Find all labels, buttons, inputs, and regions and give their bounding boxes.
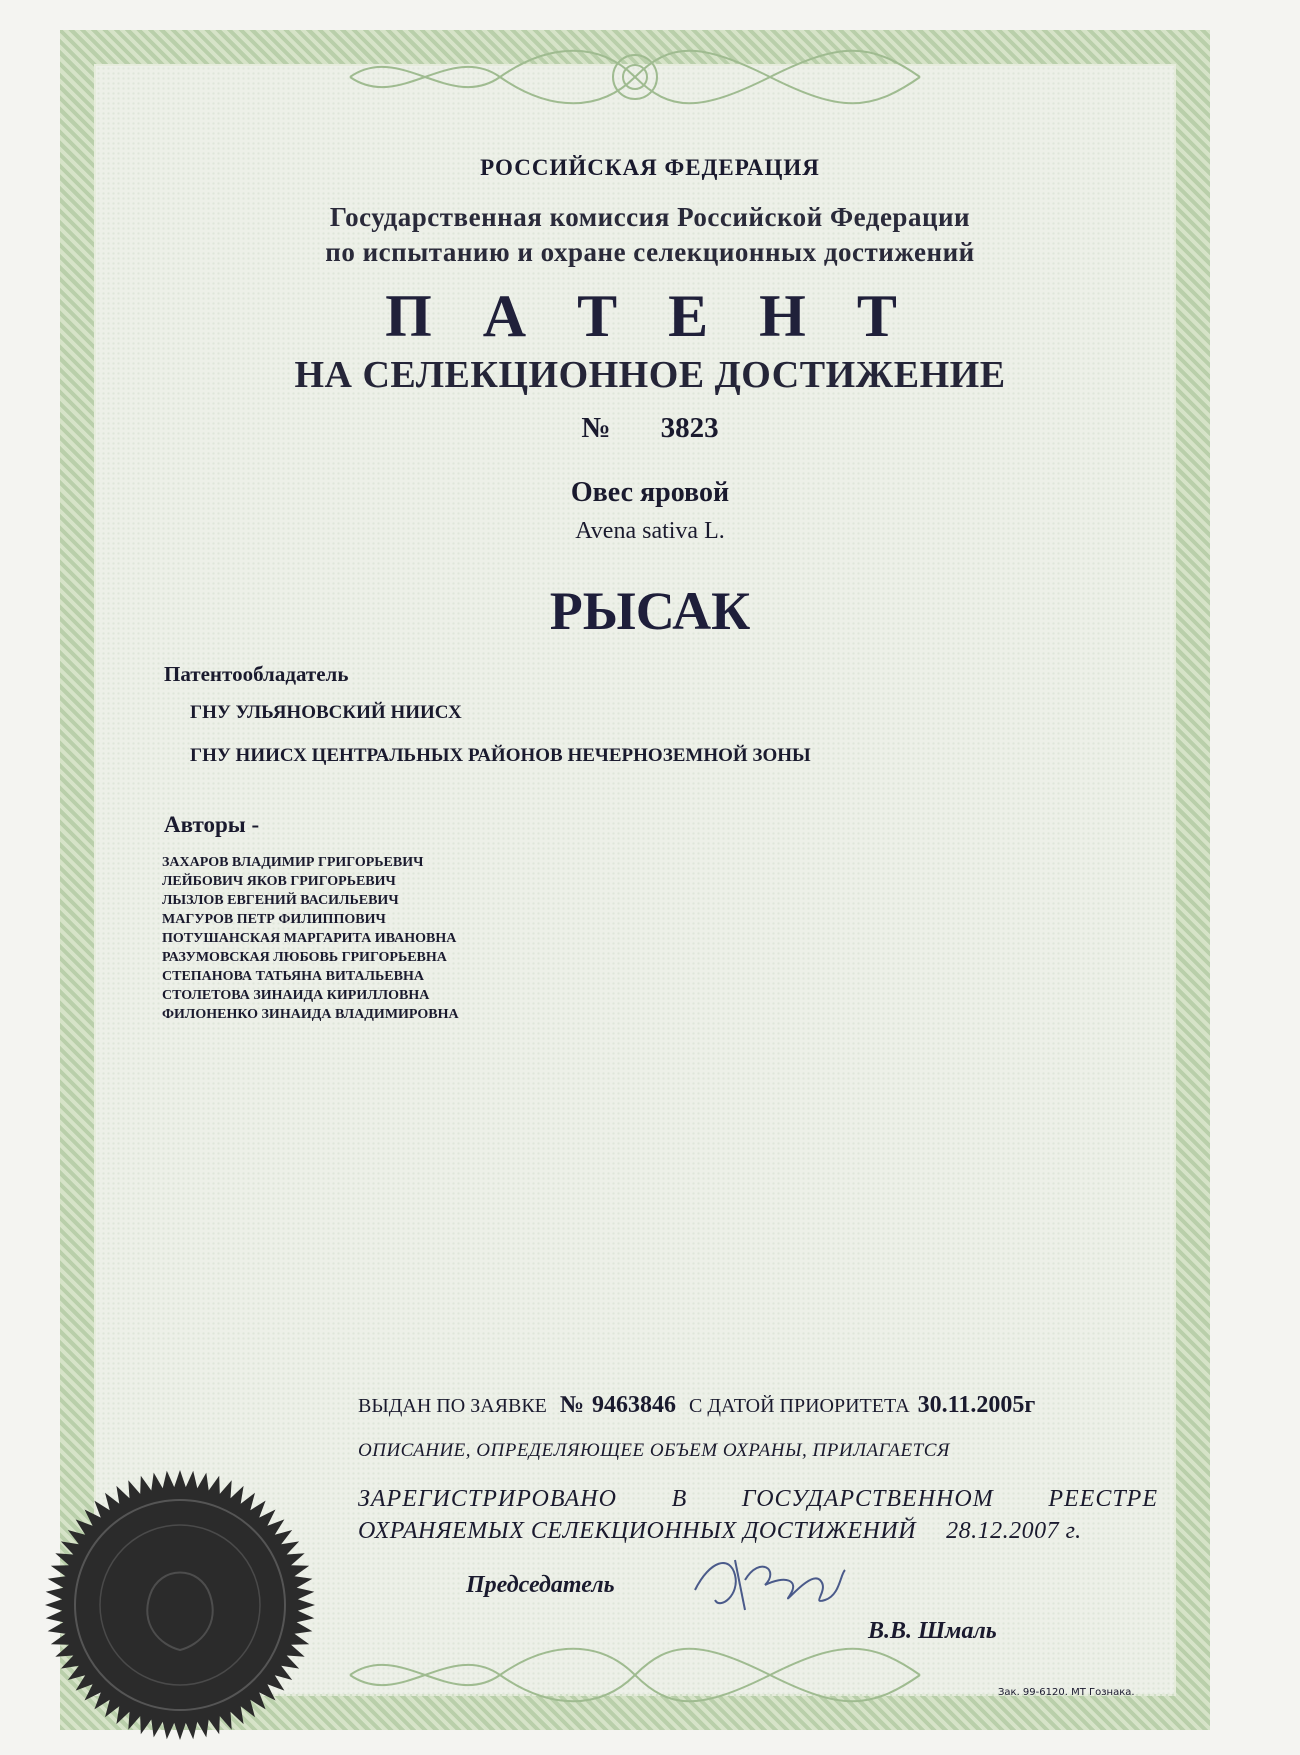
commission-name (0, 200, 1300, 270)
application-line (358, 1392, 1035, 1419)
document-title: П А Т Е Н Т (385, 283, 915, 349)
registration-line-2 (358, 1518, 1082, 1545)
author-item: ЗАХАРОВ ВЛАДИМИР ГРИГОРЬЕВИЧ (162, 855, 424, 870)
bottom-ornament (340, 1640, 930, 1710)
country-name: РОССИЙСКАЯ ФЕДЕРАЦИЯ (480, 155, 820, 180)
holder-item: ГНУ УЛЬЯНОВСКИЙ НИИСХ (190, 702, 462, 723)
patent-number (0, 412, 1300, 445)
number-sign: № (581, 412, 611, 444)
registration-date: 28.12.2007 г. (946, 1518, 1082, 1544)
chairman-label: Председатель (466, 1572, 615, 1598)
printer-mark: Зак. 99-6120. МТ Гознака. (998, 1687, 1135, 1698)
registration-text: ОХРАНЯЕМЫХ СЕЛЕКЦИОННЫХ ДОСТИЖЕНИЙ (358, 1518, 917, 1544)
author-item: ЛЕЙБОВИЧ ЯКОВ ГРИГОРЬЕВИЧ (162, 874, 396, 889)
author-item: ЛЫЗЛОВ ЕВГЕНИЙ ВАСИЛЬЕВИЧ (162, 893, 399, 908)
authors-list (162, 853, 459, 1024)
description-note: ОПИСАНИЕ, ОПРЕДЕЛЯЮЩЕЕ ОБЪЕМ ОХРАНЫ, ПРИЛАГАЕТСЯ (358, 1440, 950, 1461)
patent-number-value: 3823 (660, 412, 719, 444)
variety-name: РЫСАК (549, 581, 751, 641)
priority-label: С ДАТОЙ ПРИОРИТЕТА (689, 1395, 910, 1417)
authors-label: Авторы - (164, 812, 260, 837)
application-sign: № (559, 1392, 585, 1418)
registration-line-1: ЗАРЕГИСТРИРОВАНО В ГОСУДАРСТВЕННОМ РЕЕСТРЕ (358, 1486, 1158, 1512)
holder-label: Патентообладатель (164, 662, 349, 686)
author-item: СТЕПАНОВА ТАТЬЯНА ВИТАЛЬЕВНА (162, 969, 424, 984)
handwritten-signature (690, 1550, 850, 1620)
commission-line-2: по испытанию и охране селекционных достижений (325, 237, 975, 267)
top-ornament (340, 42, 930, 112)
application-number: 9463846 (592, 1392, 677, 1418)
signer-name: В.В. Шмаль (868, 1618, 997, 1644)
crop-name: Овес яровой (570, 477, 730, 508)
holder-item: ГНУ НИИСХ ЦЕНТРАЛЬНЫХ РАЙОНОВ НЕЧЕРНОЗЕМНОЙ ЗОНЫ (190, 745, 811, 766)
author-item: МАГУРОВ ПЕТР ФИЛИППОВИЧ (162, 912, 386, 927)
commission-line-1: Государственная комиссия Российской Федерации (329, 202, 971, 232)
application-prefix: ВЫДАН ПО ЗАЯВКЕ (358, 1395, 547, 1417)
author-item: СТОЛЕТОВА ЗИНАИДА КИРИЛЛОВНА (162, 988, 430, 1003)
latin-name: Avena sativa L. (575, 518, 725, 544)
priority-year-suffix: г (1024, 1392, 1036, 1418)
embossed-seal (40, 1465, 320, 1745)
document-subtitle: НА СЕЛЕКЦИОННОЕ ДОСТИЖЕНИЕ (294, 354, 1006, 396)
author-item: ПОТУШАНСКАЯ МАРГАРИТА ИВАНОВНА (162, 931, 457, 946)
priority-date: 30.11.2005 (917, 1392, 1025, 1418)
author-item: РАЗУМОВСКАЯ ЛЮБОВЬ ГРИГОРЬЕВНА (162, 950, 447, 965)
author-item: ФИЛОНЕНКО ЗИНАИДА ВЛАДИМИРОВНА (162, 1007, 459, 1022)
